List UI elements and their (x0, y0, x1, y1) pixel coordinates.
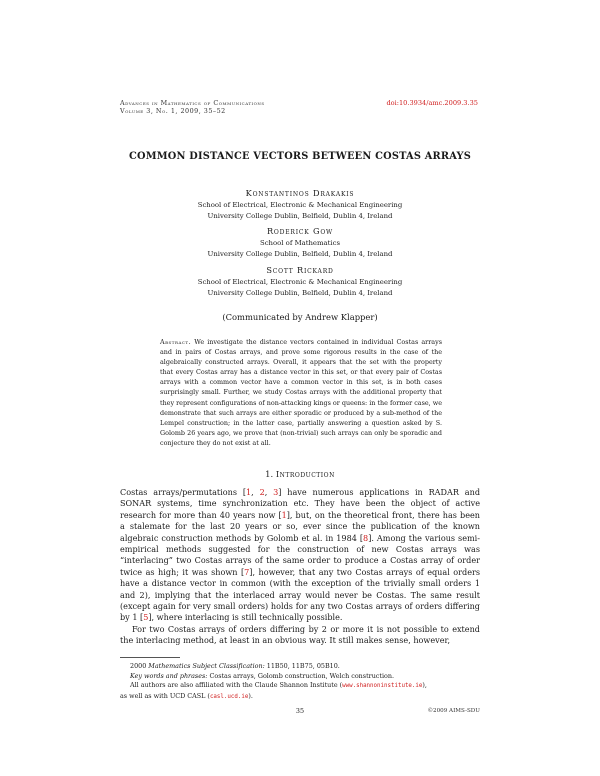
author-affiliation (0, 238, 600, 259)
author-affiliation (0, 200, 600, 221)
footnote-msc (120, 662, 480, 672)
paragraph: For two Costas arrays of orders differing by 2 or more it is not possible to extend the interlacing method, at least in an obvious way. It still makes sense, however, (120, 623, 480, 646)
affiliation-line: School of Electrical, Electronic & Mechanical Engineering (197, 201, 403, 209)
citation-link[interactable]: 7 (244, 566, 250, 577)
body-text (120, 487, 480, 647)
affiliation-line: School of Electrical, Electronic & Mechanical Engineering (197, 278, 403, 286)
author-affiliation (0, 277, 600, 298)
footnote-affiliation-cont (120, 692, 480, 703)
journal-name: Advances in Mathematics of Communications (120, 99, 265, 107)
paper-title: COMMON DISTANCE VECTORS BETWEEN COSTAS ARRAYS (128, 151, 472, 162)
affiliation-line: University College Dublin, Belfield, Dublin 4, Ireland (207, 288, 393, 297)
citation-link[interactable]: 1 (281, 509, 287, 520)
text-run: ]. Among the various semi-empirical methods suggested for the construction of new Costas arrays was “interlacing” two Costas arrays of the same order to produce a Costas array of order twice as high; it was shown [ (120, 532, 480, 577)
author-name: Roderick Gow (266, 226, 334, 236)
text-run: , (251, 487, 260, 497)
text-run: ). (248, 691, 253, 700)
abstract-text: We investigate the distance vectors contained in individual Costas arrays and in pairs of Costas arrays, and prove some rigorous results in the case of the algebraically constructed arrays. Overall, it appears that the set with the property that every Costas array has a distance vector in this set, or that every pair of Costas arrays with a common vector have a common vector in this set, is in both cases surprisingly small. Further, we study Costas arrays with the additional property that they represent configurations of non-attacking kings or queens: in the former case, we demonstrate that such arrays are either sporadic or produced by a sub-method of the Lempel construction; in the latter case, partially answering a question asked by S. Golomb 26 years ago, we prove that (non-trivial) such arrays can only be sporadic and conjecture they do not exist at all. (160, 338, 442, 447)
text-run: ], where interlacing is still technically possible. (148, 612, 343, 623)
url-link[interactable]: www.shannoninstitute.ie (342, 683, 423, 690)
footnotes (120, 662, 480, 702)
section-title: Introduction (275, 469, 335, 479)
text-run: as well as with UCD CASL ( (120, 691, 210, 700)
doi-link[interactable]: doi:10.3934/amc.2009.3.35 (386, 99, 478, 107)
affiliation-line: School of Mathematics (259, 239, 341, 247)
footnote-affiliation (120, 681, 480, 692)
footnote-keywords (120, 672, 480, 682)
page-number: 35 (295, 707, 305, 715)
abstract (160, 337, 442, 448)
footnote-rule (120, 657, 180, 658)
text-run: ), (422, 681, 427, 690)
author-name: Konstantinos Drakakis (245, 188, 355, 198)
text-run: Costas arrays, Golomb construction, Welch construction. (207, 671, 394, 680)
text-run: ], but, on the theoretical front, there has been a stalemate for the last 20 years or so, ever since the publication of the known algebraic construction methods by Golomb et al. in 1984 [ (120, 509, 480, 543)
copyright-notice: ©2009 AIMS-SDU (427, 708, 480, 714)
journal-volume: Volume 3, No. 1, 2009, 35–52 (120, 107, 226, 115)
footnote-label: Mathematics Subject Classification: (148, 662, 265, 670)
communicated-by: (Communicated by Andrew Klapper) (222, 312, 378, 322)
abstract-label: Abstract. (160, 338, 192, 346)
citation-link[interactable]: 2 (259, 487, 265, 497)
section-heading (0, 469, 600, 479)
text-run: All authors are also affiliated with the Claude Shannon Institute ( (130, 681, 343, 690)
text-run: ] have numerous applications in RADAR and SONAR systems, time synchronization etc. They have been the object of active research for more than 40 years now [ (120, 487, 480, 520)
affiliation-line: University College Dublin, Belfield, Dublin 4, Ireland (207, 249, 393, 258)
author-name: Scott Rickard (266, 265, 334, 275)
citation-link[interactable]: 1 (246, 487, 252, 497)
citation-link[interactable]: 5 (143, 612, 149, 623)
text-run: Costas arrays/permutations [ (120, 487, 246, 497)
citation-link[interactable]: 8 (363, 532, 369, 543)
text-run: , (264, 487, 274, 497)
url-link[interactable]: casl.ucd.ie (209, 693, 249, 700)
section-number: 1. (265, 469, 274, 479)
text-run: ], however, that any two Costas arrays of equal orders have a distance vector in common (with the exception of the trivially small orders 1 and 2), implying that the interlaced array would never be Costas. The same result (except again for very small orders) holds for any two Costas arrays of orders differing by 1 [ (120, 566, 481, 623)
paragraph (120, 487, 480, 624)
citation-link[interactable]: 3 (273, 487, 279, 497)
affiliation-line: University College Dublin, Belfield, Dublin 4, Ireland (207, 211, 393, 220)
footnote-label: Key words and phrases: (130, 671, 208, 680)
text-run: 11B50, 11B75, 05B10. (264, 662, 340, 670)
text-run: 2000 (130, 662, 149, 670)
journal-header (120, 99, 265, 115)
